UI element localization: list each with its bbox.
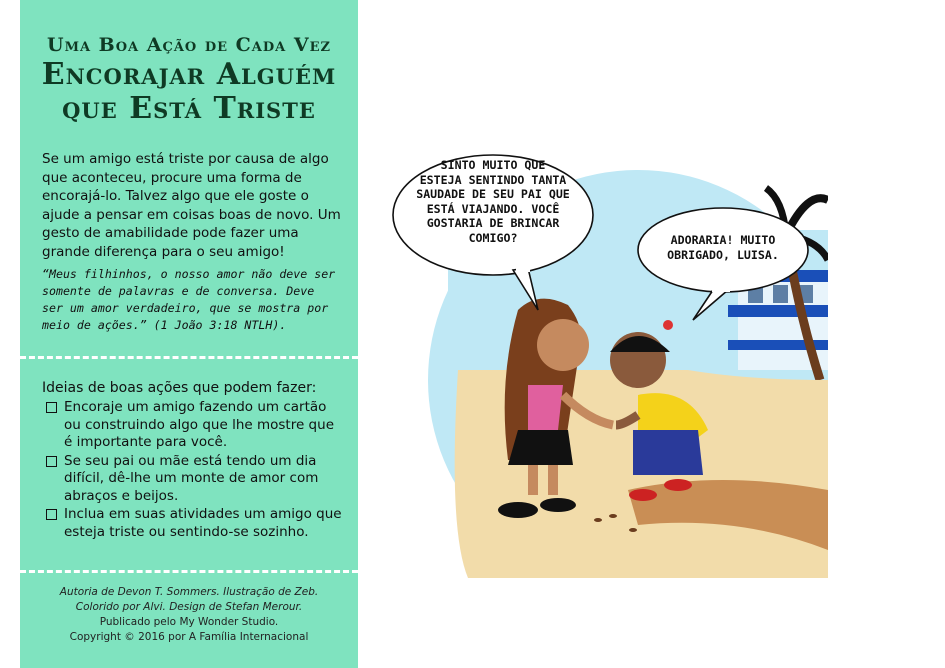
ideas-list (42, 399, 342, 542)
list-item: Inclua em suas atividades um amigo que esteja triste ou sentindo-se sozinho. (42, 506, 342, 541)
comic-illustration (388, 130, 828, 578)
list-item: Encoraje um amigo fazendo um cartão ou construindo algo que lhe mostre que é importante para você. (42, 399, 342, 452)
intro-paragraph: Se um amigo está triste por causa de algo que aconteceu, procure uma forma de encorajá-lo. Talvez algo que ele goste o ajude a pensar em coisas boas de novo. Um gesto de amabilidade pode fazer uma grande diferença para o seu amigo! (42, 151, 341, 260)
text-panel (20, 0, 358, 668)
title-line-1: Encorajar Alguém (41, 57, 337, 92)
credit-design: Colorido por Alvi. Design de Stefan Merour. (75, 601, 303, 613)
credit-copyright: Copyright © 2016 por A Família Internacional (69, 631, 309, 643)
bible-verse: “Meus filhinhos, o nosso amor não deve ser somente de palavras e de conversa. Deve ser um amor verdadeiro, que se mostra por meio de ações.” (1 João 3:18 NTLH). (42, 267, 336, 332)
bubble-left-text: SINTO MUITO QUE ESTEJA SENTINDO TANTA SAUDADE DE SEU PAI QUE ESTÁ VIAJANDO. VOCÊ GOSTARIA DE BRINCAR COMIGO? (416, 158, 570, 245)
title-line-2: que Está Triste (62, 91, 316, 126)
bubble-right-text: ADORARIA! MUITO OBRIGADO, LUISA. (667, 233, 779, 262)
list-item: Se seu pai ou mãe está tendo um dia difícil, dê-lhe um monte de amor com abraços e beijos. (42, 453, 342, 506)
checkbox-icon (46, 509, 57, 520)
page-title (20, 58, 358, 126)
ideas-heading: Ideias de boas ações que podem fazer: (42, 380, 317, 396)
credits (20, 585, 358, 645)
checkbox-icon (46, 456, 57, 467)
checkbox-icon (46, 402, 57, 413)
credit-author: Autoria de Devon T. Sommers. Ilustração de Zeb. (59, 586, 319, 598)
divider-top (20, 356, 358, 359)
divider-bottom (20, 570, 358, 573)
series-title: Uma Boa Ação de Cada Vez (47, 34, 331, 56)
credit-publisher: Publicado pelo My Wonder Studio. (99, 616, 279, 628)
